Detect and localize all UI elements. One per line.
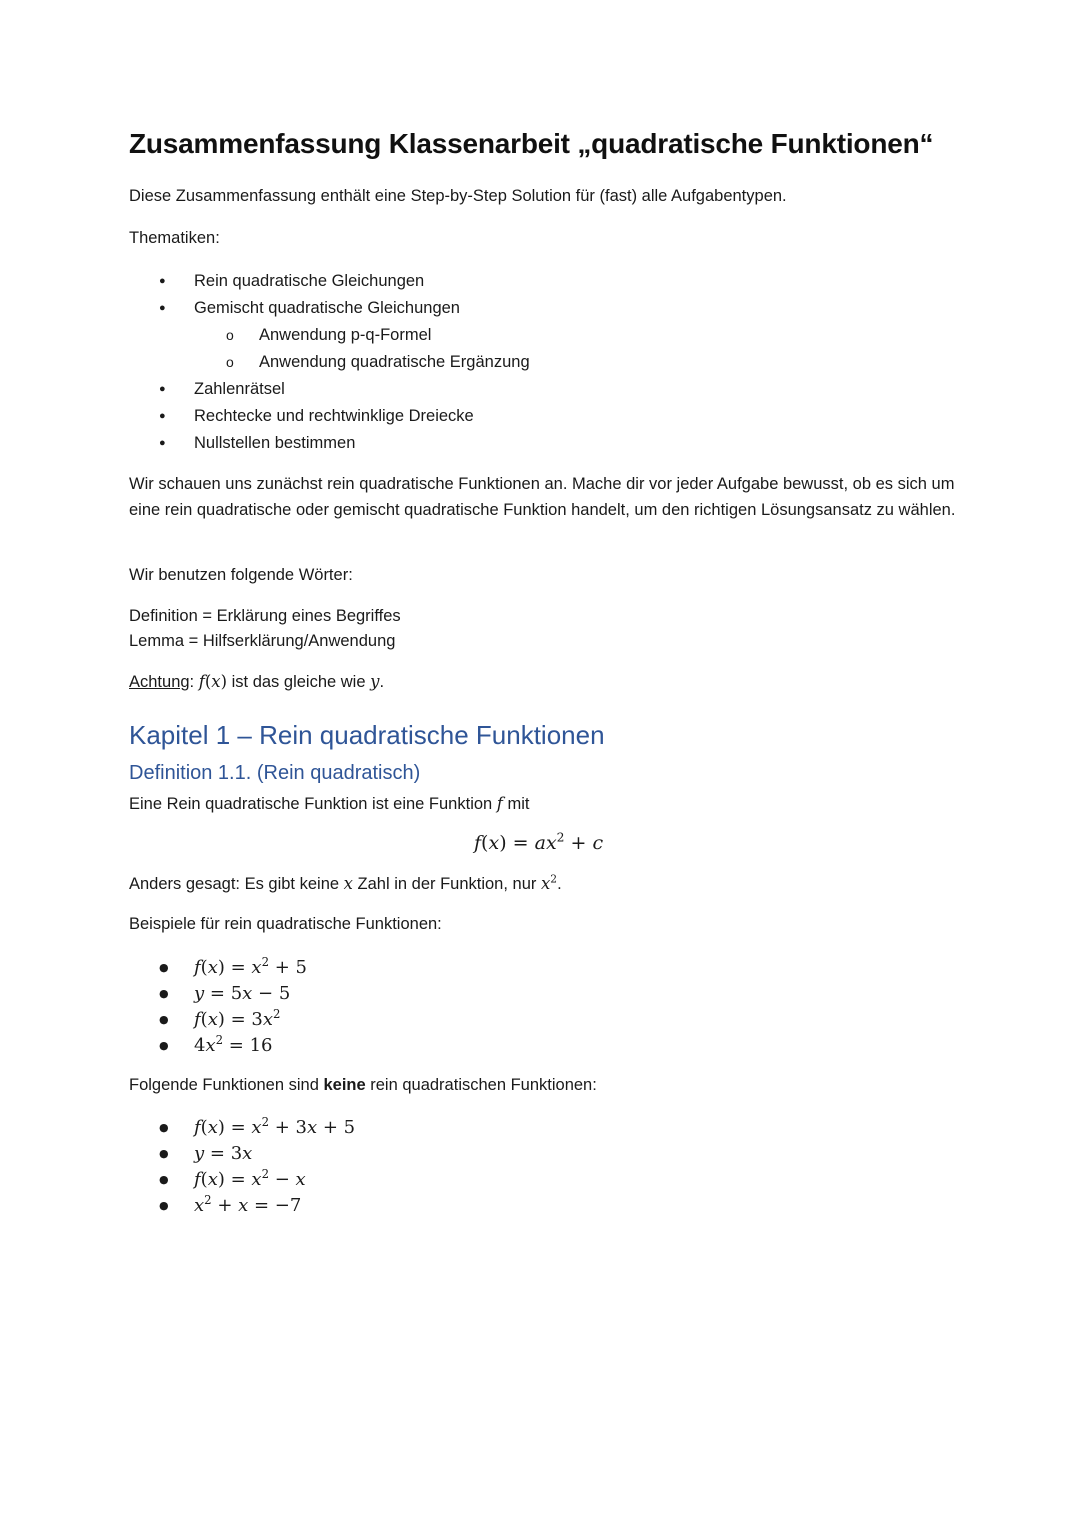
topics-list [129,268,530,457]
intro-paragraph: Wir schauen uns zunächst rein quadratische Funktionen an. Mache dir vor jeder Aufgabe bewusst, ob es sich um eine rein quadratische oder gemischt quadratische Funktion handelt, um den richtigen Lösungsansatz zu wählen. [129,475,956,519]
list-item: ● Rechtecke und rechtwinklige Dreiecke [129,403,530,430]
list-item: ● $f(x) = 3x^2$ [129,1007,307,1033]
list-item: ● y = 3x [129,1141,355,1167]
anders-gesagt-text: Anders gesagt: Es gibt keine x Zahl in der Funktion, nur $x^2$. [129,872,562,893]
list-item: ● y = 5x − 5 [129,981,307,1007]
list-item: ● Rein quadratische Gleichungen [129,268,530,295]
list-item: ● $f(x) = x^2 - x$ [129,1167,355,1193]
achtung-note: Achtung: f(x) ist das gleiche wie y. [129,672,385,691]
examples-label: Beispiele für rein quadratische Funktionen: [129,915,442,933]
achtung-label: Achtung [129,673,190,691]
words-intro: Wir benutzen folgende Wörter: [129,566,353,584]
list-item: ● Nullstellen bestimmen [129,430,530,457]
list-item: ● Zahlenrätsel [129,376,530,403]
intro-text: Diese Zusammenfassung enthält eine Step-by-Step Solution für (fast) alle Aufgabentypen. [129,187,787,205]
definition-text: Eine Rein quadratische Funktion ist eine Funktion f mit [129,794,530,813]
list-item: ● $f(x) = x^2 + 3x + 5$ [129,1115,355,1141]
list-item: o Anwendung p-q-Formel [129,322,530,349]
examples-list [129,955,307,1059]
chapter-heading: Kapitel 1 – Rein quadratische Funktionen [129,720,605,750]
document-title: Zusammenfassung Klassenarbeit „quadratische Funktionen“ [129,128,934,159]
list-item: ● $x^2 + x = -7$ [129,1193,355,1219]
list-item: o Anwendung quadratische Ergänzung [129,349,530,376]
list-item: ● $f(x) = x^2 + 5$ [129,955,307,981]
non-examples-label: Folgende Funktionen sind keine rein quadratischen Funktionen: [129,1076,597,1094]
list-item: ● $4x^2 = 16$ [129,1033,307,1059]
topics-label: Thematiken: [129,229,220,247]
non-examples-list [129,1115,355,1219]
definition-line: Definition = Erklärung eines Begriffes [129,607,401,625]
lemma-line: Lemma = Hilfserklärung/Anwendung [129,632,396,650]
definition-formula: $f(x) = ax^2 + c$ [474,830,604,854]
definition-heading: Definition 1.1. (Rein quadratisch) [129,762,421,784]
list-item: ● Gemischt quadratische Gleichungen [129,295,530,322]
